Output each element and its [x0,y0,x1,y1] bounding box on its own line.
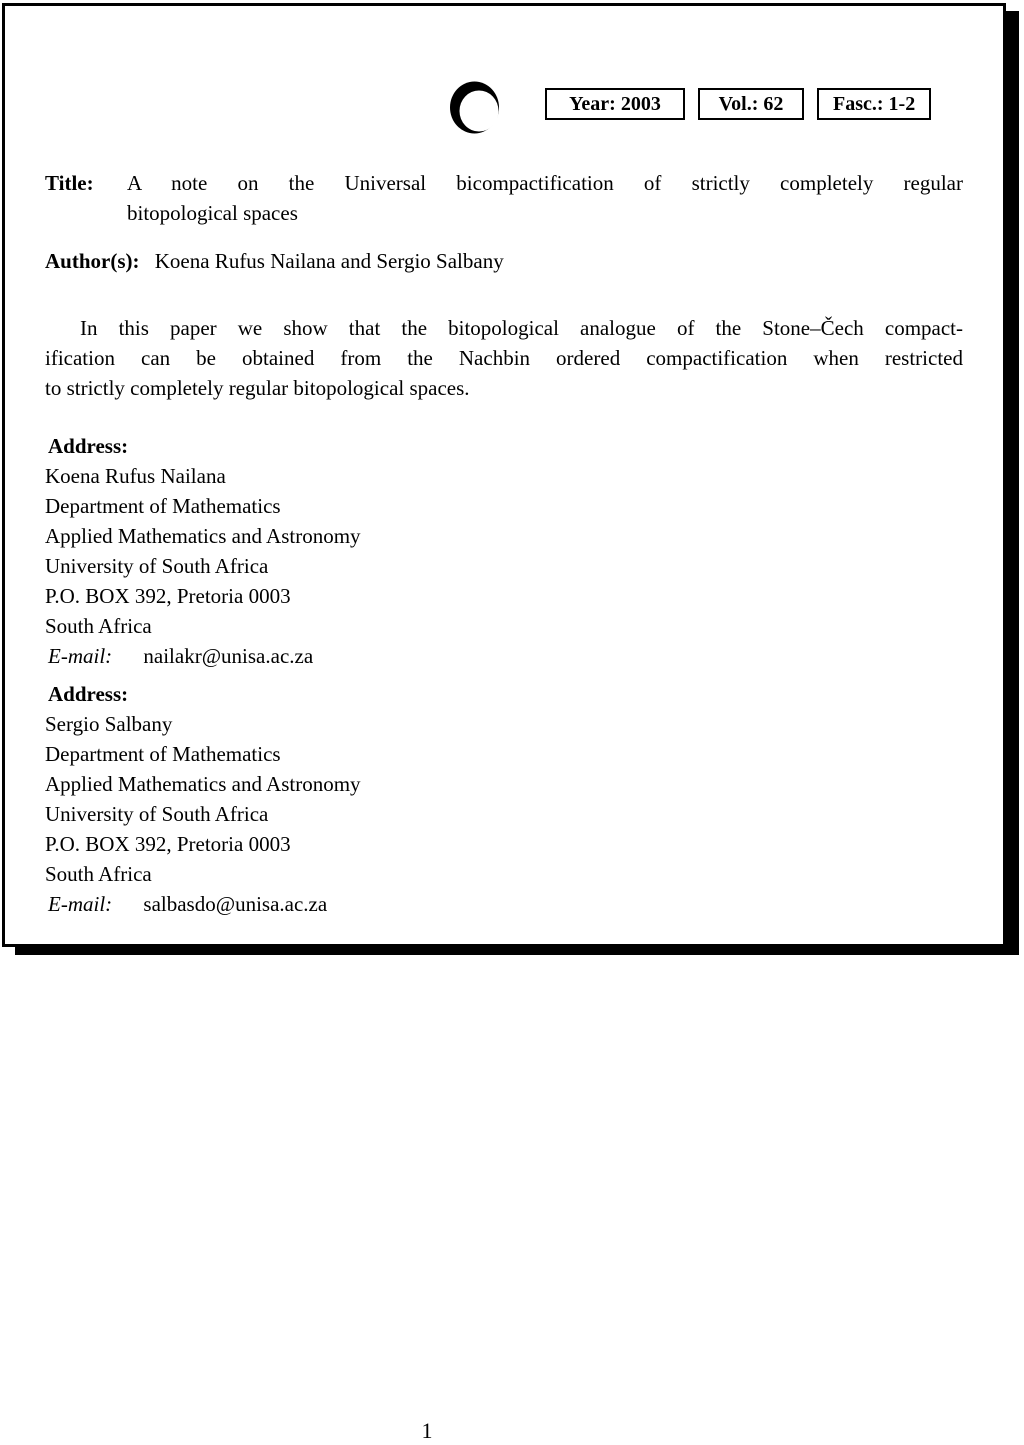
address-line: South Africa [45,862,152,886]
address-line: University of South Africa [45,554,269,578]
article-metadata [45,168,963,919]
address-line: Applied Mathematics and Astronomy [45,524,361,548]
email-row [45,889,963,919]
address-line: Sergio Salbany [45,712,173,736]
fascicle-badge-label: Fasc.: 1-2 [833,92,916,115]
year-badge [545,88,685,120]
authors-label: Author(s): [45,249,140,273]
title-line: bitopological spaces [127,201,298,225]
address-label: Address: [48,682,129,706]
crescent-moon-logo [448,79,502,137]
address-line: Department of Mathematics [45,742,281,766]
address-line: University of South Africa [45,802,269,826]
title-section [45,168,963,228]
authors-row [45,246,963,276]
email-label: E-mail: [48,644,113,668]
address-line: P.O. BOX 392, Pretoria 0003 [45,584,291,608]
email-address: salbasdo@unisa.ac.za [143,892,328,916]
authors-names: Koena Rufus Nailana and Sergio Salbany [154,249,504,273]
article-info-frame [2,3,1006,947]
abstract-line: In this paper we show that the bitopological analogue of the Stone–Čech compact- [80,316,963,340]
page-number: 1 [421,1418,433,1443]
abstract [45,313,963,403]
address-block-salbany [45,679,963,919]
address-block-nailana [45,431,963,671]
volume-badge [698,88,804,120]
address-line: Applied Mathematics and Astronomy [45,772,361,796]
abstract-line: to strictly completely regular bitopological spaces. [45,376,470,400]
address-line: South Africa [45,614,152,638]
title-label: Title: [45,171,94,195]
fascicle-badge [817,88,931,120]
address-label: Address: [48,434,129,458]
address-line: P.O. BOX 392, Pretoria 0003 [45,832,291,856]
email-address: nailakr@unisa.ac.za [143,644,314,668]
email-row [45,641,963,671]
address-line: Department of Mathematics [45,494,281,518]
address-line: Koena Rufus Nailana [45,464,226,488]
year-badge-label: Year: 2003 [569,92,661,115]
email-label: E-mail: [48,892,113,916]
header-badges [545,88,931,120]
volume-badge-label: Vol.: 62 [718,92,784,115]
title-line: A note on the Universal bicompactification of strictly completely regular [127,171,963,195]
abstract-line: ification can be obtained from the Nachbin ordered compactification when restricted [45,346,963,370]
